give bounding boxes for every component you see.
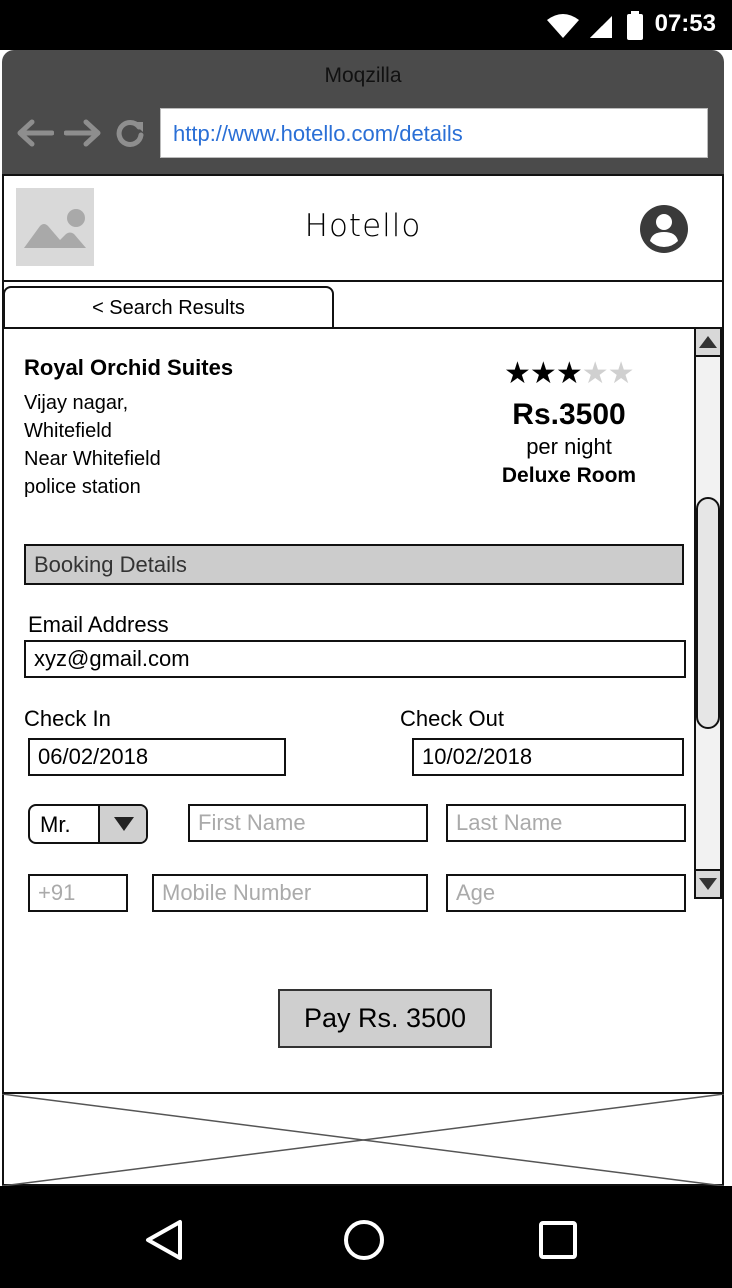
star-filled-icon: ★ [529,357,556,390]
triangle-up-icon [696,329,720,355]
price: Rs.3500 [512,398,626,431]
scroll-down-button[interactable] [694,869,722,899]
scroll-up-button[interactable] [694,327,722,357]
reload-icon[interactable] [114,118,146,148]
app-bar-divider [2,280,724,282]
check-out-field[interactable]: 10/02/2018 [412,738,684,776]
price-unit: per night [526,434,612,459]
address-line: police station [24,476,141,498]
check-in-field[interactable]: 06/02/2018 [28,738,286,776]
address-line: Near Whitefield [24,448,161,470]
chevron-down-icon [100,806,148,842]
address-line: Vijay nagar, [24,392,129,414]
country-code-input[interactable]: +91 [28,874,128,912]
email-field[interactable]: xyz@gmail.com [24,640,686,678]
check-in-label: Check In [24,706,111,731]
star-rating [504,356,634,391]
star-filled-icon: ★ [504,357,530,390]
forward-arrow-icon[interactable] [64,118,102,148]
navigation-bar [0,1186,732,1288]
triangle-down-icon [696,871,720,897]
booking-details-header: Booking Details [24,544,684,585]
wifi-icon [546,13,580,39]
room-type: Deluxe Room [501,464,637,487]
first-name-input[interactable]: First Name [188,804,428,842]
select-arrow-button[interactable] [98,806,148,842]
footer-placeholder [2,1092,724,1186]
nav-back-icon[interactable] [142,1218,186,1262]
back-arrow-icon[interactable] [16,118,54,148]
nav-home-icon[interactable] [342,1218,386,1262]
status-time: 07:53 [654,10,716,37]
email-label: Email Address [28,612,169,637]
mobile-number-input[interactable]: Mobile Number [152,874,428,912]
back-to-search-results-tab[interactable]: < Search Results [3,286,334,329]
nav-recents-icon[interactable] [536,1218,580,1262]
address-line: Whitefield [24,420,112,442]
scroll-thumb[interactable] [696,497,720,729]
browser-chrome [2,50,724,174]
title-select[interactable] [28,804,148,844]
title-select-value: Mr. [40,812,71,837]
star-empty-icon: ★ [581,357,608,390]
cell-signal-icon [588,14,614,40]
app-title: Hotello [304,208,422,244]
browser-title: Moqzilla [324,64,402,87]
pay-button[interactable]: Pay Rs. 3500 [278,989,492,1048]
hotel-name: Royal Orchid Suites [24,355,234,380]
status-bar [0,0,732,50]
last-name-input[interactable]: Last Name [446,804,686,842]
image-placeholder-icon [16,188,94,266]
star-filled-icon: ★ [555,357,582,390]
star-empty-icon: ★ [607,357,634,390]
tab-divider [332,327,724,329]
check-out-label: Check Out [400,706,504,731]
placeholder-cross-icon [2,1094,724,1186]
logo-image-placeholder [16,188,94,266]
user-account-icon[interactable] [640,205,688,253]
battery-icon [626,11,644,41]
age-input[interactable]: Age [446,874,686,912]
url-bar[interactable] [160,108,708,158]
url-text: http://www.hotello.com/details [173,121,463,146]
